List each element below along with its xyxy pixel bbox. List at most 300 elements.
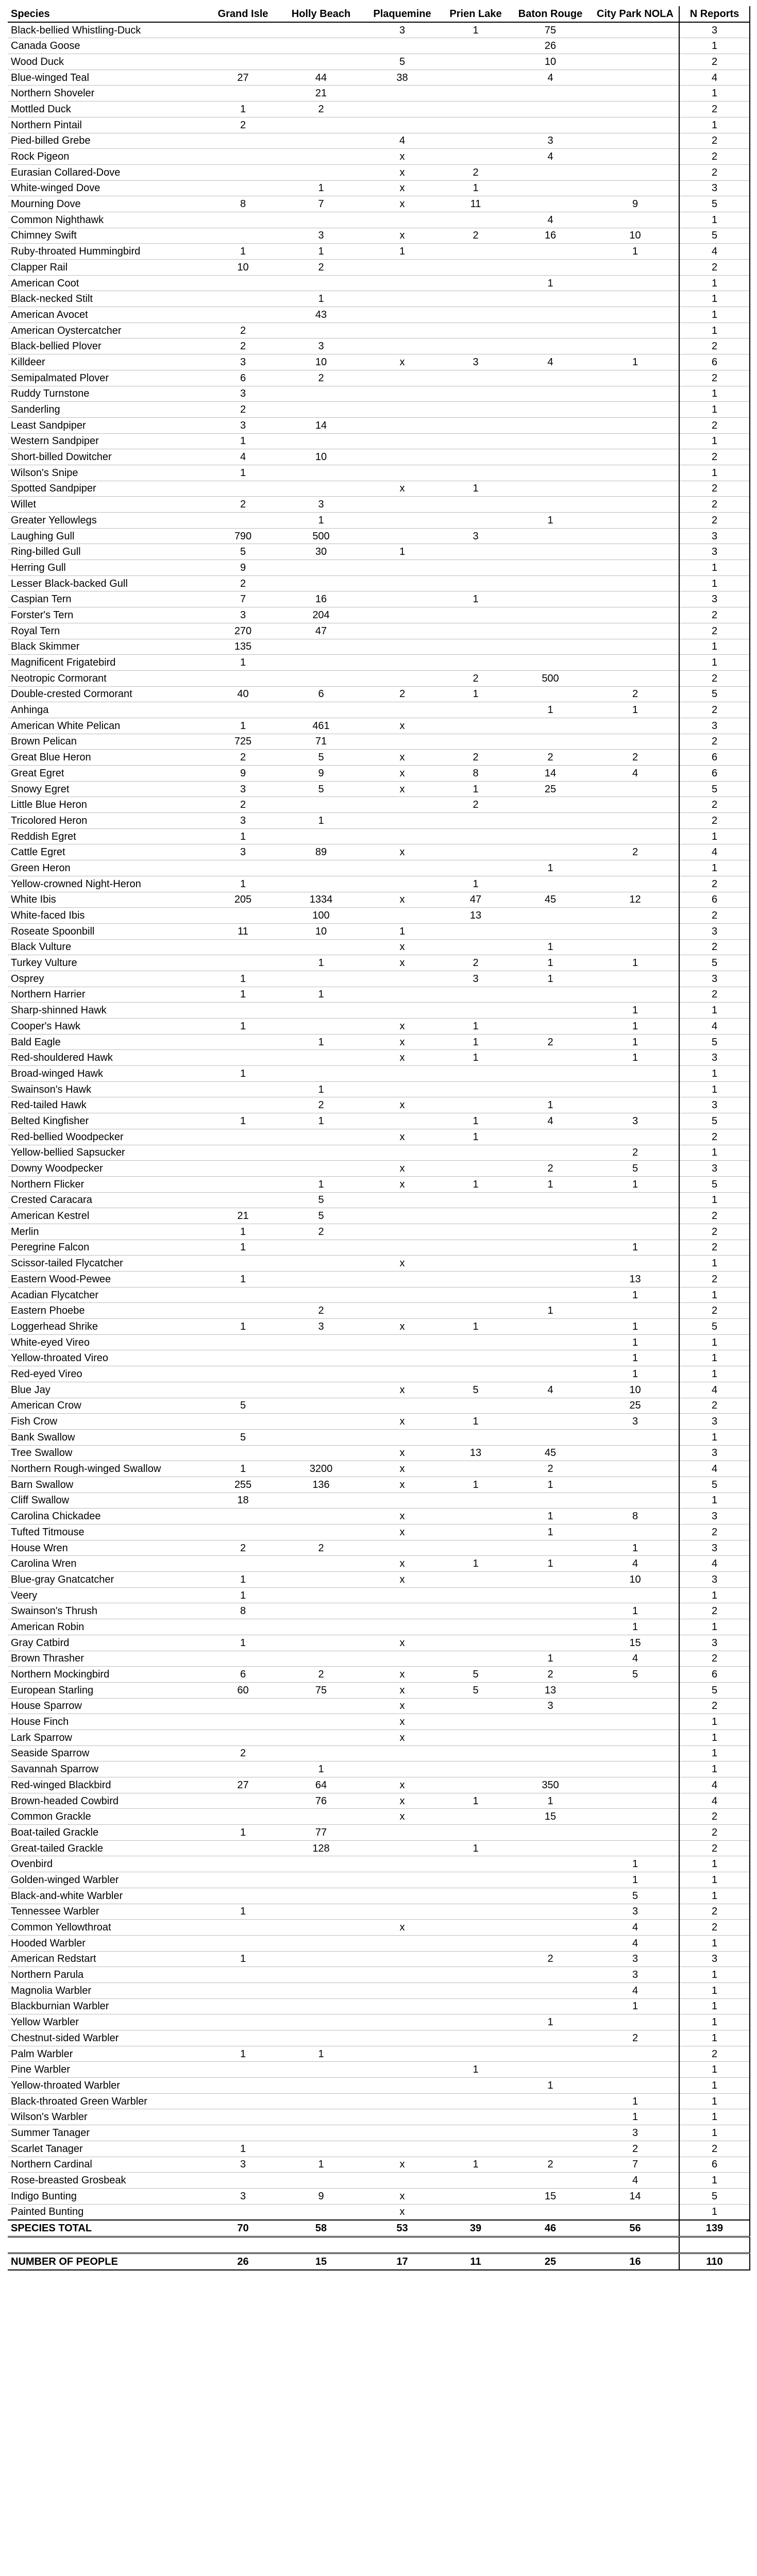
count-cell — [362, 86, 442, 101]
count-cell — [280, 2109, 362, 2125]
count-cell — [442, 1303, 509, 1319]
count-cell — [206, 2125, 280, 2141]
species-name: Northern Harrier — [8, 987, 206, 1003]
count-cell — [280, 386, 362, 402]
count-cell: 5 — [280, 781, 362, 797]
count-cell — [206, 291, 280, 307]
count-cell — [206, 1761, 280, 1777]
table-row — [8, 607, 750, 623]
count-cell: 1 — [362, 923, 442, 939]
count-cell — [509, 260, 592, 276]
total-cell: 53 — [362, 2220, 442, 2236]
count-cell — [592, 433, 679, 449]
count-cell — [592, 86, 679, 101]
count-cell — [206, 1034, 280, 1050]
species-name: Mourning Dove — [8, 196, 206, 212]
table-row — [8, 149, 750, 165]
people-cell: 11 — [442, 2253, 509, 2269]
count-cell: 2 — [509, 750, 592, 766]
species-name: Common Nighthawk — [8, 212, 206, 228]
count-cell: 1 — [509, 702, 592, 718]
table-row — [8, 876, 750, 892]
count-cell: 1 — [509, 860, 592, 876]
count-cell: 3 — [509, 133, 592, 149]
table-row — [8, 1272, 750, 1287]
count-cell — [206, 2030, 280, 2046]
count-cell — [442, 1192, 509, 1208]
count-cell — [280, 670, 362, 686]
count-cell: x — [362, 180, 442, 196]
count-cell: 3 — [206, 386, 280, 402]
count-cell — [362, 370, 442, 386]
table-row — [8, 1129, 750, 1145]
count-cell — [206, 1366, 280, 1382]
table-row — [8, 1350, 750, 1366]
count-cell — [442, 655, 509, 671]
count-cell — [592, 1192, 679, 1208]
count-cell — [206, 670, 280, 686]
count-cell — [592, 2014, 679, 2030]
species-name: Pine Warbler — [8, 2062, 206, 2078]
count-cell — [206, 180, 280, 196]
species-name: Chestnut-sided Warbler — [8, 2030, 206, 2046]
count-cell — [280, 1635, 362, 1651]
header-city-park-nola: City Park NOLA — [592, 6, 679, 22]
count-cell — [442, 1003, 509, 1019]
table-row — [8, 2093, 750, 2109]
table-row — [8, 1208, 750, 1224]
species-name: Pied-billed Grebe — [8, 133, 206, 149]
count-cell — [592, 38, 679, 54]
n-reports-cell: 1 — [679, 575, 750, 591]
count-cell: 1 — [206, 244, 280, 260]
count-cell: 1 — [592, 1334, 679, 1350]
count-cell — [509, 1872, 592, 1888]
count-cell — [442, 2030, 509, 2046]
count-cell: 1 — [206, 1066, 280, 1082]
count-cell — [280, 2204, 362, 2220]
count-cell — [362, 2030, 442, 2046]
count-cell — [280, 433, 362, 449]
table-row — [8, 70, 750, 86]
spreadsheet — [8, 6, 750, 2270]
table-row — [8, 1825, 750, 1841]
count-cell — [442, 244, 509, 260]
count-cell — [280, 38, 362, 54]
count-cell — [206, 2173, 280, 2189]
count-cell — [509, 1398, 592, 1414]
count-cell — [509, 1350, 592, 1366]
count-cell — [280, 2014, 362, 2030]
count-cell: 1 — [509, 1793, 592, 1809]
count-cell: 255 — [206, 1477, 280, 1493]
count-cell — [362, 275, 442, 291]
count-cell: 1 — [206, 465, 280, 481]
count-cell — [362, 2078, 442, 2094]
n-reports-cell: 2 — [679, 1524, 750, 1540]
count-cell — [509, 1745, 592, 1761]
count-cell — [592, 813, 679, 829]
count-cell: 16 — [509, 228, 592, 244]
count-cell — [206, 1161, 280, 1177]
table-row — [8, 1097, 750, 1113]
count-cell: 3 — [206, 844, 280, 860]
count-cell — [206, 1793, 280, 1809]
count-cell: 205 — [206, 892, 280, 908]
count-cell — [362, 212, 442, 228]
count-cell: 5 — [592, 1667, 679, 1683]
count-cell: 11 — [206, 923, 280, 939]
table-row — [8, 22, 750, 38]
count-cell — [362, 1587, 442, 1603]
n-reports-cell: 2 — [679, 734, 750, 750]
total-cell: 39 — [442, 2220, 509, 2236]
species-name: Hooded Warbler — [8, 1935, 206, 1951]
count-cell: x — [362, 1667, 442, 1683]
count-cell: 5 — [592, 1161, 679, 1177]
count-cell — [592, 1208, 679, 1224]
count-cell: 1 — [592, 1350, 679, 1366]
count-cell: x — [362, 1524, 442, 1540]
count-cell: 1 — [280, 955, 362, 971]
count-cell: 1 — [280, 180, 362, 196]
count-cell — [592, 1714, 679, 1730]
count-cell: 3 — [442, 354, 509, 370]
count-cell — [509, 307, 592, 323]
species-name: Boat-tailed Grackle — [8, 1825, 206, 1841]
table-row — [8, 38, 750, 54]
people-cell: 15 — [280, 2253, 362, 2269]
count-cell — [362, 655, 442, 671]
count-cell — [362, 1745, 442, 1761]
species-name: Yellow-throated Warbler — [8, 2078, 206, 2094]
species-name: Eurasian Collared-Dove — [8, 164, 206, 180]
count-cell — [442, 1493, 509, 1509]
n-reports-cell: 1 — [679, 1429, 750, 1445]
species-name: Osprey — [8, 971, 206, 987]
count-cell — [280, 1429, 362, 1445]
count-cell — [442, 212, 509, 228]
table-row — [8, 1113, 750, 1129]
count-cell — [280, 1809, 362, 1825]
species-name: American Avocet — [8, 307, 206, 323]
count-cell — [362, 101, 442, 117]
count-cell — [280, 2030, 362, 2046]
species-name: Common Yellowthroat — [8, 1920, 206, 1936]
count-cell: 6 — [280, 686, 362, 702]
count-cell — [442, 291, 509, 307]
count-cell — [206, 2109, 280, 2125]
count-cell — [442, 1856, 509, 1872]
count-cell: 2 — [442, 750, 509, 766]
count-cell: 500 — [509, 670, 592, 686]
n-reports-cell: 1 — [679, 1081, 750, 1097]
count-cell: 44 — [280, 70, 362, 86]
count-cell — [206, 1982, 280, 1998]
species-name: Northern Mockingbird — [8, 1667, 206, 1683]
count-cell: 3 — [362, 22, 442, 38]
count-cell: 43 — [280, 307, 362, 323]
count-cell — [280, 149, 362, 165]
count-cell: 8 — [206, 1603, 280, 1619]
count-cell — [362, 1982, 442, 1998]
count-cell — [509, 417, 592, 433]
n-reports-cell: 2 — [679, 54, 750, 70]
count-cell — [592, 307, 679, 323]
count-cell — [362, 2014, 442, 2030]
count-cell — [442, 117, 509, 133]
count-cell — [362, 528, 442, 544]
count-cell: 10 — [509, 54, 592, 70]
count-cell: 128 — [280, 1840, 362, 1856]
count-cell: x — [362, 354, 442, 370]
count-cell: 1 — [509, 1524, 592, 1540]
table-row — [8, 1998, 750, 2014]
count-cell: 1334 — [280, 892, 362, 908]
count-cell — [509, 607, 592, 623]
count-cell: x — [362, 1777, 442, 1793]
count-cell: 2 — [592, 686, 679, 702]
count-cell — [509, 2062, 592, 2078]
count-cell: 1 — [206, 1224, 280, 1240]
count-cell: x — [362, 1097, 442, 1113]
count-cell — [592, 180, 679, 196]
count-cell — [592, 1777, 679, 1793]
count-cell: 6 — [206, 1667, 280, 1683]
count-cell — [362, 2173, 442, 2189]
count-cell — [442, 939, 509, 955]
n-reports-cell: 2 — [679, 987, 750, 1003]
count-cell: x — [362, 1572, 442, 1588]
count-cell: 15 — [509, 1809, 592, 1825]
count-cell — [442, 402, 509, 418]
table-row — [8, 2141, 750, 2157]
count-cell — [442, 1224, 509, 1240]
table-row — [8, 1651, 750, 1667]
count-cell — [280, 1161, 362, 1177]
species-name: Clapper Rail — [8, 260, 206, 276]
table-row — [8, 86, 750, 101]
count-cell — [206, 1888, 280, 1904]
count-cell — [592, 2046, 679, 2062]
n-reports-cell: 3 — [679, 528, 750, 544]
count-cell: 3 — [592, 1113, 679, 1129]
count-cell: 26 — [509, 38, 592, 54]
n-reports-cell: 2 — [679, 164, 750, 180]
count-cell — [509, 244, 592, 260]
count-cell: 1 — [592, 1034, 679, 1050]
count-cell — [442, 2093, 509, 2109]
table-row — [8, 1429, 750, 1445]
count-cell — [280, 1509, 362, 1524]
count-cell: 1 — [592, 1540, 679, 1556]
count-cell — [206, 164, 280, 180]
count-cell — [362, 1303, 442, 1319]
species-name: Laughing Gull — [8, 528, 206, 544]
species-name: Magnolia Warbler — [8, 1982, 206, 1998]
count-cell — [592, 1793, 679, 1809]
count-cell: 2 — [509, 1034, 592, 1050]
count-cell — [509, 1256, 592, 1272]
count-cell: 4 — [509, 1382, 592, 1398]
species-name: Summer Tanager — [8, 2125, 206, 2141]
count-cell — [280, 1982, 362, 1998]
count-cell — [206, 2078, 280, 2094]
n-reports-cell: 2 — [679, 813, 750, 829]
count-cell — [592, 1698, 679, 1714]
n-reports-cell: 3 — [679, 1509, 750, 1524]
count-cell: 4 — [592, 1556, 679, 1572]
n-reports-cell: 1 — [679, 1587, 750, 1603]
n-reports-cell: 3 — [679, 718, 750, 734]
species-table — [8, 6, 750, 2270]
count-cell — [362, 338, 442, 354]
table-row — [8, 1256, 750, 1272]
table-row — [8, 2078, 750, 2094]
count-cell: x — [362, 1793, 442, 1809]
count-cell — [206, 1334, 280, 1350]
table-row — [8, 1888, 750, 1904]
count-cell — [206, 1619, 280, 1635]
count-cell — [509, 2093, 592, 2109]
n-reports-cell: 3 — [679, 1097, 750, 1113]
count-cell: 2 — [280, 1224, 362, 1240]
count-cell — [442, 1256, 509, 1272]
count-cell — [280, 1587, 362, 1603]
table-row — [8, 244, 750, 260]
count-cell — [442, 1524, 509, 1540]
species-name: Anhinga — [8, 702, 206, 718]
count-cell: 4 — [509, 149, 592, 165]
count-cell — [592, 876, 679, 892]
count-cell: 2 — [280, 1540, 362, 1556]
table-row — [8, 1366, 750, 1382]
count-cell — [206, 860, 280, 876]
species-name: Red-eyed Vireo — [8, 1366, 206, 1382]
count-cell — [362, 1493, 442, 1509]
count-cell: 135 — [206, 639, 280, 655]
n-reports-cell: 2 — [679, 2141, 750, 2157]
species-name: Rock Pigeon — [8, 149, 206, 165]
count-cell — [509, 1635, 592, 1651]
n-reports-cell: 1 — [679, 2125, 750, 2141]
table-row — [8, 1003, 750, 1019]
count-cell: 2 — [442, 955, 509, 971]
count-cell: 5 — [206, 1398, 280, 1414]
species-name: Bank Swallow — [8, 1429, 206, 1445]
species-name: Yellow-bellied Sapsucker — [8, 1145, 206, 1161]
count-cell — [280, 1145, 362, 1161]
count-cell — [206, 2093, 280, 2109]
count-cell — [509, 1019, 592, 1035]
count-cell — [509, 908, 592, 924]
count-cell: 1 — [206, 1951, 280, 1967]
count-cell — [442, 1920, 509, 1936]
count-cell: 1 — [592, 1319, 679, 1335]
species-name: Neotropic Cormorant — [8, 670, 206, 686]
count-cell — [206, 1714, 280, 1730]
species-name: Barn Swallow — [8, 1477, 206, 1493]
count-cell — [509, 180, 592, 196]
count-cell — [280, 1998, 362, 2014]
species-name: Great Blue Heron — [8, 750, 206, 766]
count-cell: 2 — [206, 1540, 280, 1556]
count-cell — [509, 1081, 592, 1097]
count-cell: 1 — [206, 971, 280, 987]
count-cell — [362, 1888, 442, 1904]
species-name: White-eyed Vireo — [8, 1334, 206, 1350]
count-cell — [509, 291, 592, 307]
table-row — [8, 955, 750, 971]
table-row — [8, 465, 750, 481]
people-cell: 110 — [679, 2253, 750, 2269]
count-cell: 60 — [206, 1682, 280, 1698]
count-cell — [362, 417, 442, 433]
count-cell — [509, 1730, 592, 1745]
count-cell — [592, 212, 679, 228]
n-reports-cell: 5 — [679, 1113, 750, 1129]
count-cell: 3 — [509, 1698, 592, 1714]
n-reports-cell: 1 — [679, 560, 750, 576]
count-cell — [442, 70, 509, 86]
count-cell — [509, 1998, 592, 2014]
count-cell — [206, 2014, 280, 2030]
table-row — [8, 1856, 750, 1872]
count-cell: 8 — [442, 766, 509, 782]
count-cell — [362, 908, 442, 924]
species-name: Chimney Swift — [8, 228, 206, 244]
count-cell — [509, 2030, 592, 2046]
count-cell — [592, 1081, 679, 1097]
count-cell: x — [362, 164, 442, 180]
n-reports-cell: 1 — [679, 1334, 750, 1350]
count-cell — [509, 323, 592, 338]
count-cell — [442, 718, 509, 734]
n-reports-cell: 6 — [679, 2157, 750, 2173]
n-reports-cell: 4 — [679, 1793, 750, 1809]
count-cell — [509, 1240, 592, 1256]
count-cell — [509, 1603, 592, 1619]
count-cell — [206, 1097, 280, 1113]
table-row — [8, 402, 750, 418]
count-cell — [592, 1445, 679, 1461]
count-cell — [280, 1003, 362, 1019]
count-cell — [442, 1745, 509, 1761]
table-row — [8, 781, 750, 797]
count-cell: 1 — [592, 1019, 679, 1035]
count-cell: x — [362, 2204, 442, 2220]
count-cell: 1 — [206, 2141, 280, 2157]
table-row — [8, 575, 750, 591]
count-cell: 1 — [206, 1572, 280, 1588]
count-cell — [280, 1603, 362, 1619]
count-cell — [280, 1714, 362, 1730]
n-reports-cell: 1 — [679, 1003, 750, 1019]
count-cell — [206, 149, 280, 165]
count-cell — [442, 1951, 509, 1967]
n-reports-cell: 5 — [679, 955, 750, 971]
count-cell: x — [362, 1176, 442, 1192]
count-cell: 1 — [206, 1019, 280, 1035]
count-cell — [362, 1208, 442, 1224]
table-row — [8, 2014, 750, 2030]
count-cell — [362, 1081, 442, 1097]
count-cell — [206, 1382, 280, 1398]
species-name: White-faced Ibis — [8, 908, 206, 924]
count-cell: 45 — [509, 892, 592, 908]
count-cell — [206, 1856, 280, 1872]
count-cell — [362, 1904, 442, 1920]
